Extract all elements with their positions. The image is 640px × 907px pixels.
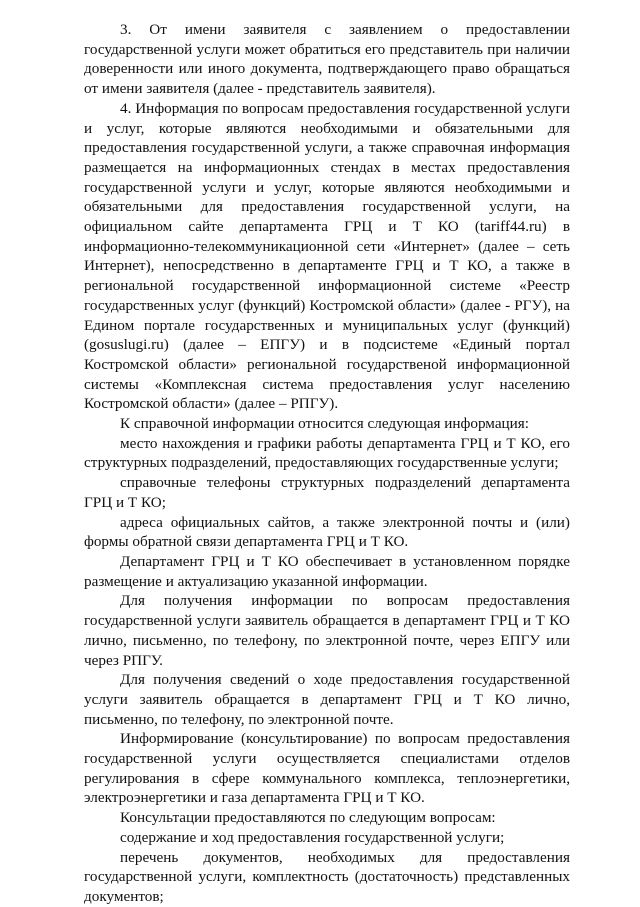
- paragraph-document-list: перечень документов, необходимых для предоставления государственной услуги, комплектность (достаточность) представленных документов;: [84, 848, 570, 905]
- paragraph-websites-email: адреса официальных сайтов, а также электронной почты и (или) формы обратной связи департамента ГРЦ и Т КО.: [84, 513, 570, 551]
- paragraph-service-progress: содержание и ход предоставления государственной услуги;: [120, 828, 505, 846]
- paragraph-consultation-topics: Консультации предоставляются по следующим вопросам:: [120, 809, 496, 827]
- paragraph-information-placement: 4. Информация по вопросам предоставления государственной услуги и услуг, которые являются необходимыми и обязательными для предоставления государственной услуги, а также справочная информация размещается на информационных стендах в местах предоставления государственной услуги и услуг, которые являются необходимыми и обязательными для предоставления государственной услуги, на официальном сайте департамента ГРЦ и Т КО (tariff44.ru) в информационно-телекоммуникационной сети «Интернет» (далее – сеть Интернет), непосредственно в департаменте ГРЦ и Т КО, а также в региональной государственной информационной системе «Реестр государственных услуг (функций) Костромской области» (далее - РГУ), на Едином портале государственных и муниципальных услуг (функций) (gosuslugi.ru) (далее – ЕПГУ) и в подсистеме «Единый портал Костромской области» региональной государственой информационной системы «Комплексная система предоставления услуг населению Костромской области» (далее – РПГУ).: [84, 99, 570, 413]
- paragraph-progress-information: Для получения сведений о ходе предоставления государственной услуги заявитель обращается в департамент ГРЦ и Т КО лично, письменно, по телефону, по электронной почте.: [84, 671, 570, 728]
- paragraph-phones: справочные телефоны структурных подразделений департамента ГРЦ и Т КО;: [84, 474, 570, 511]
- paragraph-reference-info-heading: К справочной информации относится следующая информация:: [120, 415, 530, 433]
- paragraph-consulting-specialists: Информирование (консультирование) по вопросам предоставления государственной услуги осуществляется специалистами отделов регулирования в сфере коммунального комплекса, теплоэнергетики, электроэнергетики и газа департамента ГРЦ и Т КО.: [84, 730, 570, 807]
- paragraph-obtaining-information: Для получения информации по вопросам предоставления государственной услуги заявитель обращается в департамент ГРЦ и Т КО лично, письменно, по телефону, по электронной почте, через ЕПГУ или через РПГУ.: [84, 592, 570, 669]
- paragraph-representative: 3. От имени заявителя с заявлением о предоставлении государственной услуги может обратиться его представитель при наличии доверенности или иного документа, подтверждающего право обращаться от имени заявителя (далее - представитель заявителя).: [84, 21, 570, 98]
- paragraph-location-schedule: место нахождения и графики работы департамента ГРЦ и Т КО, его структурных подразделений, предоставляющих государственные услуги;: [84, 434, 570, 472]
- document-page: [84, 20, 570, 907]
- paragraph-department-ensures: Департамент ГРЦ и Т КО обеспечивает в установленном порядке размещение и актуализацию указанной информации.: [84, 552, 570, 590]
